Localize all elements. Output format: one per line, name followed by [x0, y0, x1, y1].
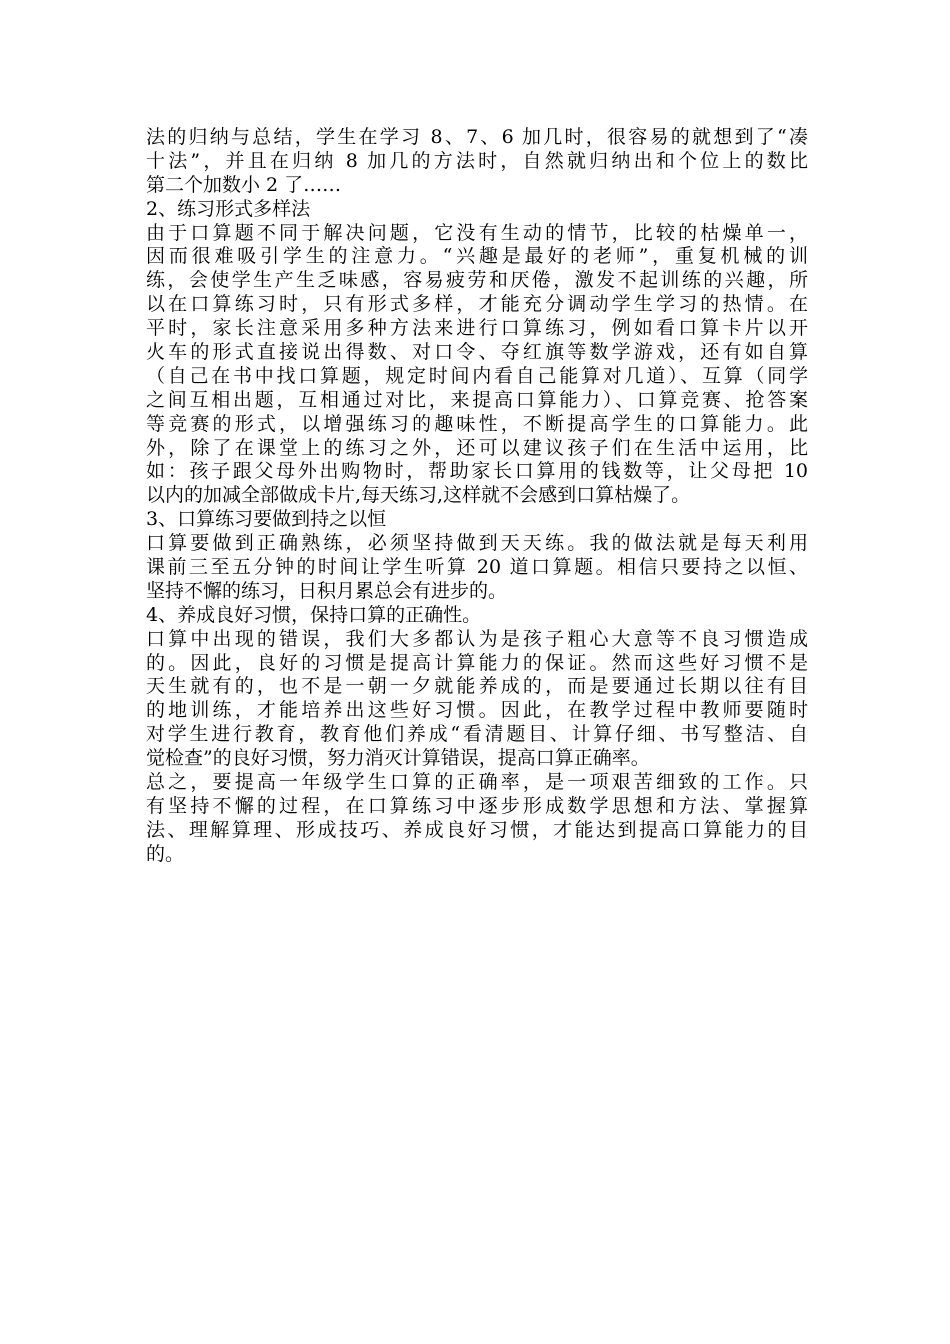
section-heading [146, 604, 808, 628]
text-line: 以在口算练习时，只有形式多样，才能充分调动学生学习的热情。在 [146, 293, 808, 316]
paragraph [146, 222, 808, 509]
text-line: 平时，家长注意采用多种方法来进行口算练习，例如看口算卡片以开 [146, 317, 808, 340]
text-line: 以内的加减全部做成卡片,每天练习,这样就不会感到口算枯燥了。 [146, 484, 691, 507]
heading-text: 4、养成良好习惯，保持口算的正确性。 [146, 603, 482, 626]
text-line: 天生就有的，也不是一朝一夕就能养成的，而是要通过长期以往有目 [146, 675, 808, 698]
text-line: 之间互相出题，互相通过对比，来提高口算能力）、口算竞赛、抢答案 [146, 388, 808, 411]
text-line: 课前三至五分钟的时间让学生听算 20 道口算题。相信只要持之以恒、 [146, 556, 808, 579]
text-line: 有坚持不懈的过程，在口算练习中逐步形成数学思想和方法、掌握算 [146, 794, 808, 817]
text-line: 第二个加数小 2 了…… [146, 173, 342, 196]
text-line: 练，会使学生产生乏味感，容易疲劳和厌倦，激发不起训练的兴趣，所 [146, 269, 808, 292]
text-line: 等竞赛的形式，以增强练习的趣味性，不断提高学生的口算能力。此 [146, 412, 808, 435]
text-line: 因而很难吸引学生的注意力。“兴趣是最好的老师”，重复机械的训 [146, 245, 808, 268]
text-line: 的地训练，才能培养出这些好习惯。因此，在教学过程中教师要随时 [146, 699, 808, 722]
heading-text: 3、口算练习要做到持之以恒 [146, 508, 387, 531]
text-line: 总之，要提高一年级学生口算的正确率，是一项艰苦细致的工作。只 [146, 771, 808, 794]
text-line: 外，除了在课堂上的练习之外，还可以建议孩子们在生活中运用，比 [146, 436, 808, 459]
section-heading [146, 508, 808, 532]
paragraph [146, 771, 808, 867]
paragraph [146, 628, 808, 771]
text-line: 十法”，并且在归纳 8 加几的方法时，自然就归纳出和个位上的数比 [146, 149, 808, 172]
text-line: 火车的形式直接说出得数、对口令、夺红旗等数学游戏，还有如自算 [146, 341, 808, 364]
text-line: （自己在书中找口算题，规定时间内看自己能算对几道）、互算（同学 [146, 364, 808, 387]
text-line: 的。因此，良好的习惯是提高计算能力的保证。然而这些好习惯不是 [146, 651, 808, 674]
text-line: 对学生进行教育，教育他们养成“看清题目、计算仔细、书写整洁、自 [146, 723, 808, 746]
text-line: 的。 [146, 842, 185, 865]
text-line: 口算中出现的错误，我们大多都认为是孩子粗心大意等不良习惯造成 [146, 627, 808, 650]
text-line: 坚持不懈的练习，日积月累总会有进步的。 [146, 579, 508, 602]
text-line: 由于口算题不同于解决问题，它没有生动的情节，比较的枯燥单一， [146, 221, 808, 244]
paragraph [146, 532, 808, 604]
paragraph [146, 126, 808, 198]
text-line: 法的归纳与总结，学生在学习 8、7、6 加几时，很容易的就想到了“凑 [146, 126, 808, 148]
section-heading [146, 198, 808, 222]
heading-text: 2、练习形式多样法 [146, 197, 311, 220]
document-body [146, 126, 808, 867]
text-line: 觉检查”的良好习惯，努力消灭计算错误，提高口算正确率。 [146, 747, 650, 770]
text-line: 法、理解算理、形成技巧、养成良好习惯，才能达到提高口算能力的目 [146, 818, 808, 841]
text-line: 口算要做到正确熟练，必须坚持做到天天练。我的做法就是每天利用 [146, 532, 808, 555]
text-line: 如：孩子跟父母外出购物时，帮助家长口算用的钱数等，让父母把 10 [146, 460, 808, 483]
